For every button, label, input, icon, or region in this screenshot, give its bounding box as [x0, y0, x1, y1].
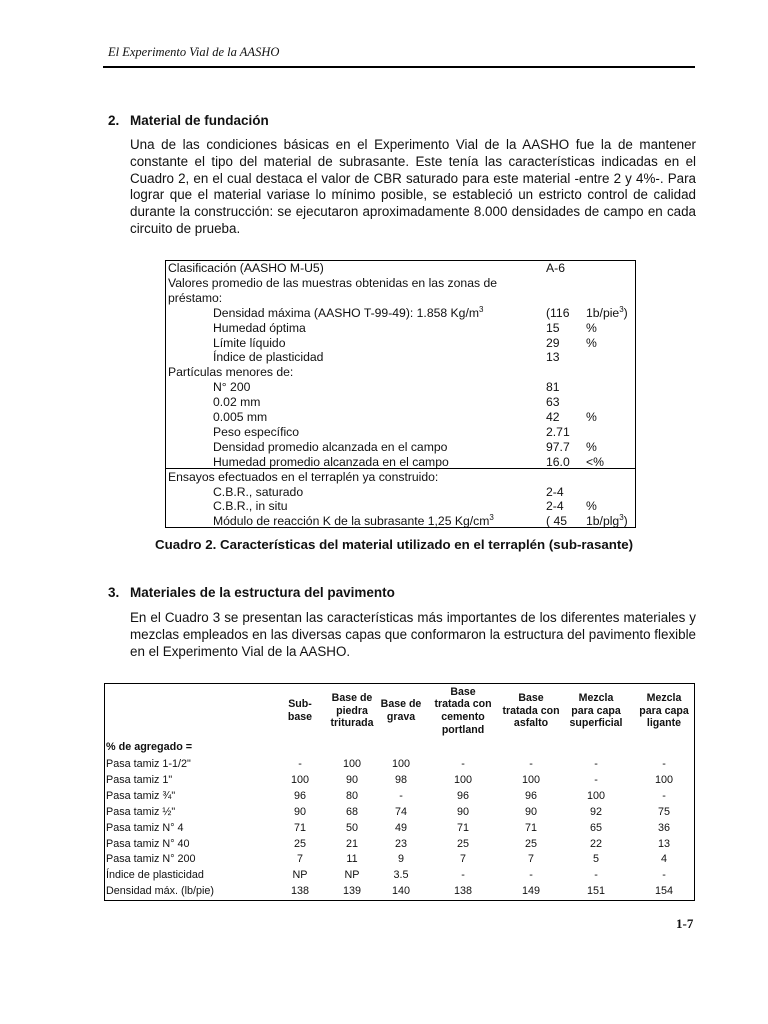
cuadro-2-row-label [213, 485, 303, 500]
cuadro-3-header-line: portland [441, 723, 485, 736]
cuadro-2-row-value: 97.7 [546, 439, 570, 454]
cuadro-3-cell: 36 [657, 821, 670, 834]
cuadro-2-label-text: Humedad óptima [213, 320, 306, 335]
cuadro-3-cell: - [662, 758, 666, 770]
cuadro-2-label-text: 0.02 mm [213, 395, 261, 410]
cuadro-2-row-unit [586, 410, 597, 425]
cuadro-3-cell: 100 [290, 773, 309, 786]
cuadro-3-cell: 21 [345, 837, 358, 850]
cuadro-2-row-value: ( 45 [546, 514, 568, 529]
cuadro-2-row-value: 13 [546, 350, 560, 365]
cuadro-3-row-label: Pasa tamiz 1-1/2" [106, 758, 191, 770]
cuadro-3-cell: 96 [524, 789, 537, 802]
cuadro-2-row-value: A-6 [546, 261, 565, 275]
cuadro-3-header-line: ligante [646, 717, 682, 730]
cuadro-2-unit-text: % [586, 499, 597, 514]
cuadro-3-header-line: cemento [441, 710, 485, 723]
cuadro-3-cell: 98 [394, 773, 407, 786]
cuadro-2-row-value: 29 [546, 335, 560, 350]
cuadro-3-cell: 68 [345, 805, 358, 818]
cuadro-2-row-label [213, 514, 494, 529]
cuadro-3-cell: 65 [589, 821, 602, 834]
cuadro-3-cell: 23 [394, 837, 407, 850]
cuadro-3-cell: NP [344, 869, 360, 882]
cuadro-2-unit-tail: ) [623, 305, 628, 320]
cuadro-2-row-unit [586, 321, 597, 336]
cuadro-3-cell: 75 [657, 805, 670, 818]
cuadro-3-cell: 25 [293, 837, 306, 850]
cuadro-2-row-unit [586, 514, 628, 529]
cuadro-2-row-unit [586, 306, 628, 321]
cuadro-3-cell: 71 [524, 821, 537, 834]
cuadro-3-cell: 5 [592, 853, 599, 866]
cuadro-3-cell: 22 [589, 837, 602, 850]
cuadro-2-unit-text: <% [586, 454, 604, 469]
cuadro-2-unit-text: % [586, 439, 597, 454]
cuadro-3-cell: - [662, 789, 666, 802]
cuadro-2-caption: Cuadro 2. Características del material utilizado en el terraplén (sub-rasante) [155, 537, 634, 552]
section-3-paragraph: En el Cuadro 3 se presentan las características más importantes de los diferentes materiales y mezclas empleados en las diversas capas que conformaron la estructura del pavimento flexible en el Experimento Vial de la AASHO. [130, 610, 696, 659]
cuadro-2-label-text: 0.005 mm [213, 410, 268, 424]
cuadro-3-row-label: Pasa tamiz ½" [106, 805, 176, 818]
cuadro-3-header-line: para capa [571, 704, 621, 717]
cuadro-3-row-label: Pasa tamiz 1" [106, 773, 173, 786]
cuadro-3-cell: - [461, 758, 465, 770]
cuadro-2-label-text: N° 200 [213, 380, 251, 395]
cuadro-2-label-text: Peso específico [213, 424, 300, 439]
cuadro-3-row-label: Pasa tamiz N° 40 [106, 837, 190, 850]
cuadro-3-cell: 7 [459, 853, 466, 866]
cuadro-3-cell: 4 [660, 853, 667, 866]
cuadro-3-header-line: Mezcla [578, 692, 614, 705]
section-2-title: Material de fundación [130, 113, 269, 128]
cuadro-3-column-header [631, 692, 697, 730]
cuadro-3-header-line: Base [450, 685, 476, 698]
cuadro-2-label-text: préstamo: [168, 290, 223, 305]
cuadro-3-cell: - [662, 869, 666, 882]
cuadro-2-row-value: 2-4 [546, 484, 564, 499]
cuadro-3-cell: 100 [391, 758, 410, 770]
cuadro-2-row-label [213, 455, 449, 470]
cuadro-2-row-label [168, 261, 324, 276]
cuadro-2-row-unit [586, 455, 604, 470]
cuadro-2-label-text: Valores promedio de las muestras obtenidas en las zonas de [168, 275, 498, 290]
cuadro-2-label-text: Límite líquido [213, 335, 286, 350]
cuadro-3-cell: 151 [586, 885, 605, 898]
cuadro-3-cell: - [529, 758, 533, 770]
cuadro-3-cell: 7 [296, 853, 303, 866]
cuadro-2-row-label [213, 499, 288, 514]
cuadro-2-label-text: C.B.R., in situ [213, 499, 288, 514]
cuadro-2-unit-text: 1b/pie [586, 305, 620, 320]
cuadro-3-cell: 11 [346, 853, 358, 866]
cuadro-3-cell: 71 [293, 821, 306, 834]
cuadro-3-cell: 74 [394, 805, 407, 818]
cuadro-3-column-header [564, 692, 628, 730]
cuadro-3-cell: 71 [456, 821, 469, 834]
cuadro-3-cell: 25 [456, 837, 469, 850]
cuadro-2-label-superscript: 3 [489, 513, 494, 523]
cuadro-3-cell: 9 [397, 853, 404, 866]
cuadro-3-cell: 90 [456, 805, 469, 818]
section-3-title: Materiales de la estructura del pavimento [130, 585, 395, 600]
cuadro-2-row-unit [586, 440, 597, 455]
section-2-paragraph: Una de las condiciones básicas en el Experimento Vial de la AASHO fue la de mantener constante el tipo del material de subrasante. Este tenía las características indicadas en el Cuadro 2, en el cual destaca el valor de CBR saturado para este material -entre 2 y 4%-. Para lograr que el material variase lo mínimo posible, se estableció un estricto control de calidad durante la construcción: se ejecutaron aproximadamente 8.000 densidades de campo en cada circuito de prueba. [130, 137, 696, 236]
cuadro-3-header-line: triturada [330, 717, 374, 730]
cuadro-3-cell: - [594, 758, 598, 770]
cuadro-2-label-text: Índice de plasticidad [213, 350, 324, 365]
cuadro-2-label-text: Módulo de reacción K de la subrasante 1,25 Kg/cm [213, 514, 490, 529]
cuadro-3-cell: 90 [345, 773, 358, 786]
cuadro-2-row-value: 15 [546, 320, 560, 335]
cuadro-3-cell: 100 [521, 773, 540, 786]
cuadro-3-column-header [325, 692, 379, 730]
cuadro-2-row-label [213, 425, 299, 440]
cuadro-3-cell: 96 [456, 789, 469, 802]
cuadro-3-cell: 13 [657, 837, 670, 850]
cuadro-3-cell: NP [292, 869, 308, 882]
section-3-number: 3. [108, 585, 120, 600]
cuadro-2-unit-text: % [586, 320, 597, 335]
cuadro-3-cell: 50 [345, 821, 358, 834]
cuadro-3-cell: 100 [654, 773, 673, 786]
cuadro-2-label-text: Partículas menores de: [168, 365, 294, 380]
cuadro-3-cell: 90 [524, 805, 537, 818]
cuadro-3-cell: 149 [521, 885, 540, 898]
cuadro-3-header-line: Sub- [288, 698, 312, 711]
cuadro-2-row-label [168, 291, 222, 306]
cuadro-2-row-label [213, 380, 250, 395]
cuadro-2-row-value: 42 [546, 410, 560, 424]
cuadro-3-row-label: Pasa tamiz N° 200 [106, 853, 196, 866]
cuadro-3-cell: 139 [342, 885, 361, 898]
cuadro-2-label-text: Humedad promedio alcanzada en el campo [213, 454, 449, 469]
running-header: El Experimento Vial de la AASHO [108, 45, 280, 59]
cuadro-3-cell: - [399, 789, 403, 802]
cuadro-2-row-value: 2.71 [546, 424, 570, 439]
cuadro-3-cell: 7 [527, 853, 534, 866]
cuadro-2-row-value: 16.0 [546, 454, 570, 469]
cuadro-3-header-line: grava [386, 710, 416, 723]
cuadro-3-header-line: Mezcla [646, 692, 682, 705]
cuadro-2-row-value: 63 [546, 395, 560, 410]
cuadro-2-row-unit [586, 336, 597, 351]
cuadro-3-header-line: tratada con [502, 704, 560, 717]
cuadro-3-row-label: Índice de plasticidad [106, 869, 204, 882]
cuadro-3-column-header [429, 686, 497, 736]
cuadro-2-label-text: C.B.R., saturado [213, 484, 304, 499]
cuadro-2-row-value: 2-4 [546, 499, 564, 514]
cuadro-3-header-line: piedra [336, 704, 368, 717]
cuadro-3-cell: 92 [589, 805, 602, 818]
cuadro-2-row-unit [586, 499, 597, 514]
cuadro-3-cell: 90 [293, 805, 306, 818]
page-number: 1-7 [676, 916, 694, 931]
cuadro-2-unit-text: % [586, 335, 597, 350]
cuadro-3-row-label: Pasa tamiz ¾" [106, 789, 176, 802]
cuadro-3-cell: 138 [290, 885, 309, 898]
cuadro-3-cell: 49 [394, 821, 407, 834]
cuadro-3-cell: 100 [453, 773, 472, 786]
header-rule [103, 66, 695, 68]
cuadro-2-label-text: Ensayos efectuados en el terraplén ya construido: [168, 469, 439, 484]
cuadro-2-label-text: Clasificación (AASHO M-U5) [168, 261, 324, 275]
cuadro-3-header-line: tratada con [434, 698, 492, 711]
cuadro-3-header-line: base [287, 710, 313, 723]
cuadro-3-header-line: Base [518, 692, 544, 705]
cuadro-3-column-header [280, 698, 320, 723]
cuadro-2-row-value: 81 [546, 380, 560, 395]
cuadro-2-row-label [213, 306, 483, 321]
cuadro-3-cell: 140 [391, 885, 410, 898]
cuadro-3-row-label: Pasa tamiz N° 4 [106, 821, 184, 834]
cuadro-3-header-line: superficial [569, 717, 623, 730]
cuadro-3-cell: 138 [453, 885, 472, 898]
cuadro-3-cell: - [298, 758, 302, 770]
cuadro-2-row-value: (116 [546, 305, 570, 320]
cuadro-3-column-header [500, 692, 562, 730]
cuadro-2-unit-superscript: 3 [619, 304, 624, 314]
cuadro-3-cell: 80 [345, 789, 358, 802]
cuadro-2-row-label [213, 321, 306, 336]
cuadro-3-cell: 154 [654, 885, 673, 898]
cuadro-2-unit-tail: ) [623, 514, 628, 529]
cuadro-3-header-line: asfalto [513, 717, 549, 730]
cuadro-2-row-label [168, 365, 293, 380]
cuadro-2-unit-superscript: 3 [619, 513, 624, 523]
cuadro-3-cell: 100 [342, 758, 361, 770]
cuadro-2-row-label [213, 440, 447, 455]
cuadro-2-label-text: Densidad máxima (AASHO T-99-49): 1.858 Kg/m [213, 305, 479, 320]
cuadro-3-row-label: Densidad máx. (lb/pie) [106, 885, 215, 898]
cuadro-3-cell: 100 [586, 789, 605, 802]
cuadro-2-row-label [213, 395, 260, 410]
cuadro-3-header-line: para capa [639, 704, 689, 717]
cuadro-3-cell: 25 [524, 837, 537, 850]
cuadro-3-cell: - [594, 869, 598, 882]
cuadro-2-unit-text: % [586, 410, 597, 424]
section-2-number: 2. [108, 113, 120, 128]
cuadro-2-row-label [168, 470, 438, 485]
cuadro-2-row-label [213, 336, 286, 351]
cuadro-2-row-label [168, 276, 497, 291]
cuadro-3-cell: - [461, 869, 465, 882]
cuadro-3-cell: 96 [293, 789, 306, 802]
cuadro-3-group-label: % de agregado = [106, 741, 193, 753]
cuadro-3-column-header [378, 698, 424, 723]
cuadro-2-label-superscript: 3 [478, 304, 484, 314]
cuadro-2-unit-text: 1b/plg [586, 514, 620, 529]
cuadro-2-label-text: Densidad promedio alcanzada en el campo [213, 439, 448, 454]
cuadro-3-cell: - [594, 773, 598, 786]
cuadro-3-cell: - [529, 869, 533, 882]
cuadro-2-row-label [213, 410, 267, 425]
cuadro-3-header-line: Base de [331, 692, 373, 705]
cuadro-3-header-line: Base de [380, 698, 422, 711]
cuadro-2-row-label [213, 350, 323, 365]
cuadro-3-cell: 3.5 [393, 869, 409, 882]
